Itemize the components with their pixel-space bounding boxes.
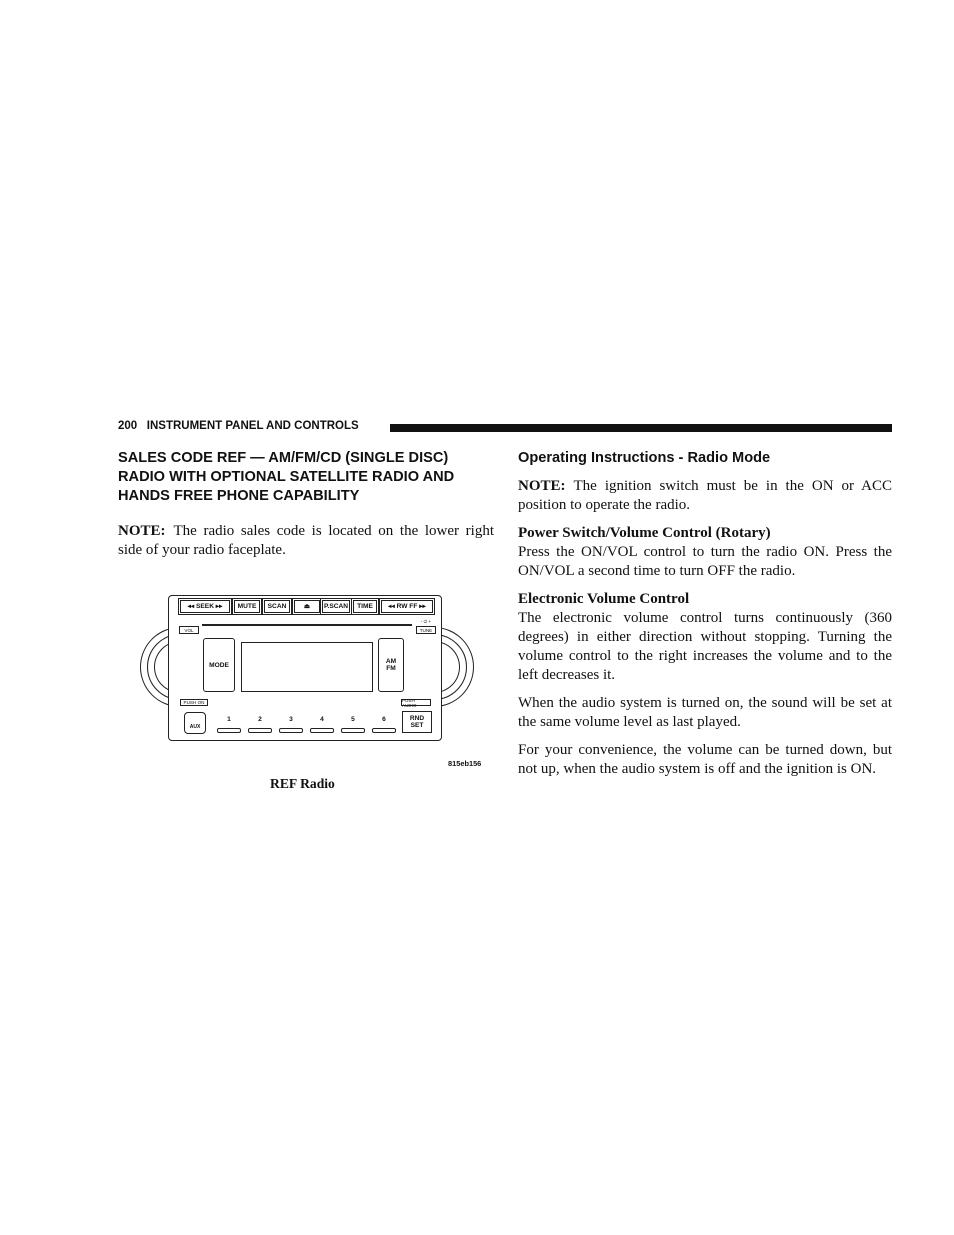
preset-2-indicator [248, 728, 272, 733]
rnd-set-button: RND SET [402, 711, 432, 733]
preset-6-indicator [372, 728, 396, 733]
cd-slot [202, 624, 412, 626]
radio-illustration [140, 592, 472, 744]
power-label: - ⏻ + [416, 618, 436, 625]
radio-mode-heading: Operating Instructions - Radio Mode [518, 450, 771, 466]
preset-4-indicator [310, 728, 334, 733]
figure-caption: REF Radio [270, 776, 335, 791]
vol-label: VOL [179, 626, 199, 634]
push-on-label: PUSH ON [180, 699, 208, 706]
ignition-note: NOTE: The ignition switch must be in the ON or ACC position to operate the radio. [518, 478, 892, 513]
aux-jack: AUX [184, 712, 206, 734]
sales-code-note: NOTE: The radio sales code is located on the lower right side of your radio faceplate. [118, 523, 494, 558]
section-title: SALES CODE REF — AM/FM/CD (SINGLE DISC) RADIO WITH OPTIONAL SATELLITE RADIO AND HANDS FREE PHONE CAPABILITY [118, 450, 455, 504]
preset-3-indicator [279, 728, 303, 733]
preset-5-button: 5 [339, 712, 367, 726]
preset-5-indicator [341, 728, 365, 733]
volume-convenience-text: For your convenience, the volume can be turned down, but not up, when the audio system is off and the ignition is ON. [518, 742, 892, 777]
preset-6-button: 6 [370, 712, 398, 726]
running-header [118, 420, 892, 436]
rw-ff-button: ◂◂ RW FF ▸▸ [381, 600, 433, 613]
preset-3-button: 3 [277, 712, 305, 726]
time-button: TIME [353, 600, 377, 613]
mode-button: MODE [203, 638, 235, 692]
am-fm-button: AM FM [378, 638, 404, 692]
left-column [118, 449, 494, 560]
preset-1-indicator [217, 728, 241, 733]
pscan-button: P.SCAN [322, 600, 350, 613]
radio-display [241, 642, 373, 692]
push-audio-label: PUSH AUDIO [401, 699, 431, 706]
power-switch-text: Press the ON/VOL control to turn the radio ON. Press the ON/VOL a second time to turn OFF the radio. [518, 544, 892, 579]
tune-label: TUNE [416, 626, 436, 634]
seek-button: ◂◂ SEEK ▸▸ [180, 600, 230, 613]
power-switch-heading: Power Switch/Volume Control (Rotary) [518, 525, 771, 541]
figure-code: 815eb156 [448, 759, 482, 768]
preset-2-button: 2 [246, 712, 274, 726]
preset-4-button: 4 [308, 712, 336, 726]
page-number-and-section: 200 INSTRUMENT PANEL AND CONTROLS [118, 420, 359, 432]
right-column [518, 449, 892, 779]
mute-button: MUTE [234, 600, 260, 613]
volume-level-text: When the audio system is turned on, the sound will be set at the same volume level as last played. [518, 695, 892, 730]
eject-button: ⏏ [294, 600, 320, 613]
header-rule [390, 424, 892, 432]
volume-control-text: The electronic volume control turns continuously (360 degrees) in either direction without stopping. Turning the volume control to the right increases the volume and to the left decreases it. [518, 610, 892, 683]
volume-control-heading: Electronic Volume Control [518, 591, 690, 607]
preset-1-button: 1 [215, 712, 243, 726]
scan-button: SCAN [264, 600, 290, 613]
